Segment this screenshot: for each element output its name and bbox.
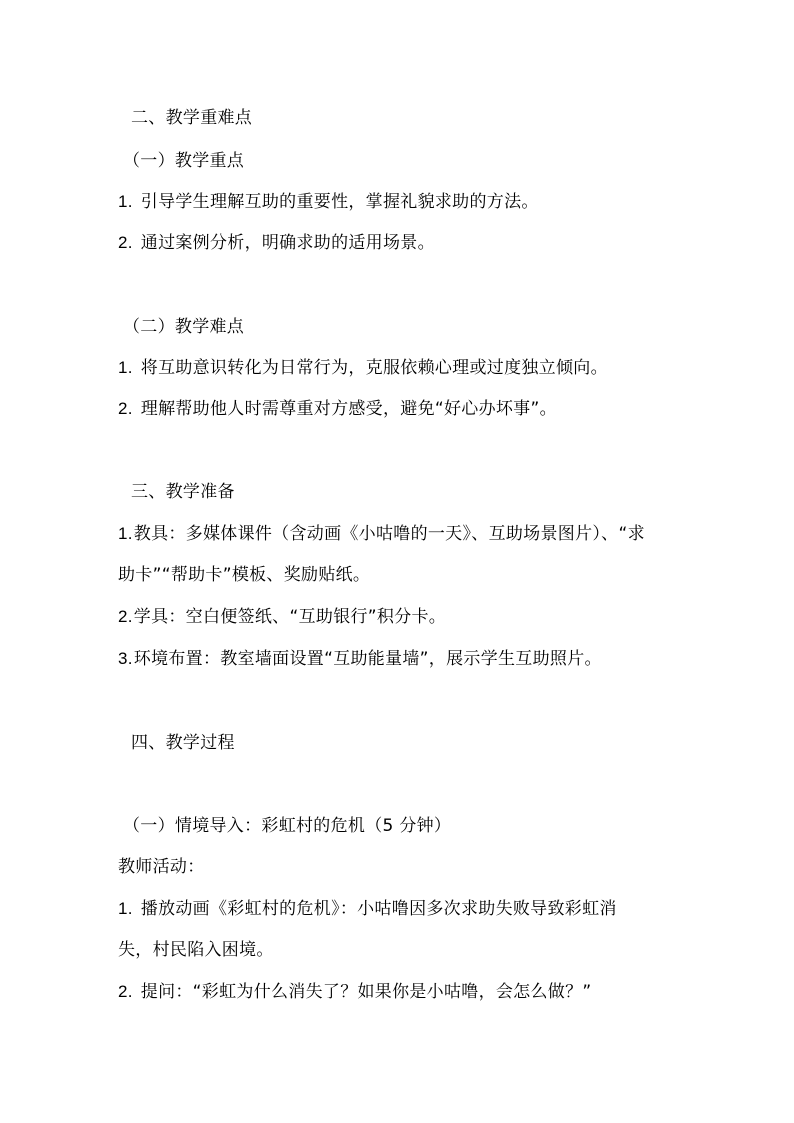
subheading-difficult-points: （二）教学难点 [123, 317, 245, 337]
preparation-item [118, 524, 645, 544]
section-heading-process: 四、教学过程 [131, 733, 235, 753]
difficult-point-item [118, 358, 608, 378]
list-number: 3. [118, 649, 133, 668]
list-number: 1. [118, 192, 133, 211]
teacher-activity-item-continued: 失，村民陷入困境。 [118, 940, 274, 960]
subheading-situation-intro: （一）情境导入：彩虹村的危机（5 分钟） [123, 816, 452, 836]
list-text: 学具：空白便签纸、“互助银行”积分卡。 [133, 607, 447, 627]
list-text: 教具：多媒体课件（含动画《小咕噜的一天》、互助场景图片）、“求 [133, 524, 645, 544]
teacher-activity-label: 教师活动： [118, 857, 205, 877]
list-text: 引导学生理解互助的重要性，掌握礼貌求助的方法。 [140, 192, 539, 212]
preparation-item-continued: 助卡”“帮助卡”模板、奖励贴纸。 [118, 565, 371, 585]
teacher-activity-item [118, 982, 592, 1002]
preparation-item [118, 649, 602, 669]
list-number: 1. [118, 899, 133, 918]
teacher-activity-item [118, 899, 617, 919]
subheading-key-points: （一）教学重点 [123, 151, 245, 171]
list-number: 2. [118, 399, 133, 418]
list-number: 1. [118, 524, 133, 543]
section-heading-difficulties: 二、教学重难点 [131, 108, 253, 128]
list-number: 2. [118, 607, 133, 626]
list-text: 将互助意识转化为日常行为，克服依赖心理或过度独立倾向。 [140, 358, 608, 378]
preparation-item [118, 607, 446, 627]
key-point-item [118, 233, 435, 253]
list-text: 理解帮助他人时需尊重对方感受，避免“好心办坏事”。 [140, 399, 557, 419]
list-text: 播放动画《彩虹村的危机》：小咕噜因多次求助失败导致彩虹消 [140, 899, 617, 919]
difficult-point-item [118, 399, 557, 419]
section-heading-preparation: 三、教学准备 [131, 482, 235, 502]
list-text: 通过案例分析，明确求助的适用场景。 [140, 233, 435, 253]
key-point-item [118, 192, 539, 212]
list-number: 2. [118, 982, 133, 1001]
list-text: 环境布置：教室墙面设置“互助能量墙”，展示学生互助照片。 [133, 649, 602, 669]
list-number: 1. [118, 358, 133, 377]
list-text: 提问：“彩虹为什么消失了？如果你是小咕噜，会怎么做？” [140, 982, 592, 1002]
list-number: 2. [118, 233, 133, 252]
